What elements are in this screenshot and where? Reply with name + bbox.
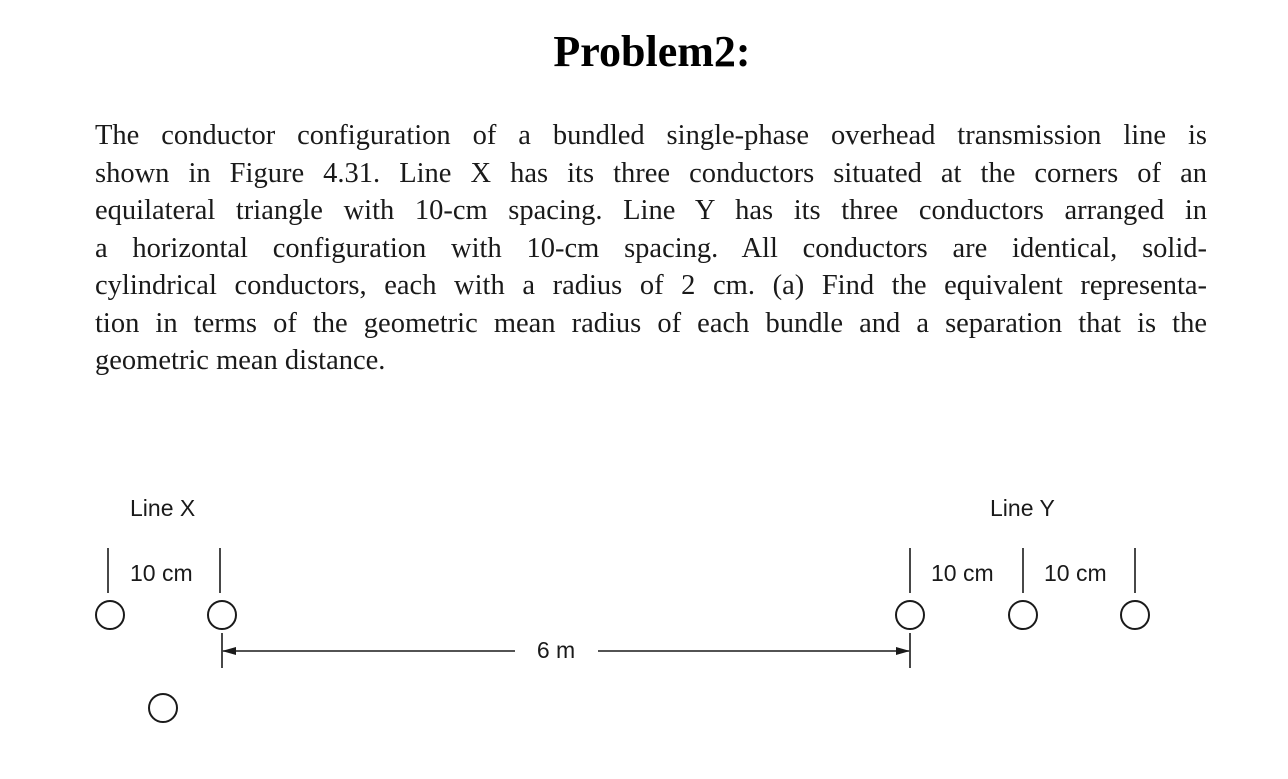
line-y-conductor-3: [1121, 601, 1149, 629]
separation-label: 6 m: [536, 637, 576, 663]
problem-line: tion in terms of the geometric mean radius of each bundle and a separation that is the: [95, 307, 1207, 339]
problem-line: equilateral triangle with 10-cm spacing. Line Y has its three conductors arranged in: [95, 195, 1207, 226]
page-title: Problem2:: [553, 27, 751, 76]
problem-line: shown in Figure 4.31. Line X has its three conductors situated at the corners of an: [95, 157, 1207, 189]
line-y-conductor-2: [1009, 601, 1037, 629]
line-x-conductor-1: [96, 601, 124, 629]
problem-line: geometric mean distance.: [95, 345, 386, 376]
line-y-label: Line Y: [990, 495, 1055, 521]
line-y-spacing-label-2: 10 cm: [1044, 560, 1107, 586]
line-y-spacing-label-1: 10 cm: [931, 560, 994, 586]
problem-line: The conductor configuration of a bundled single-phase overhead transmission line is: [95, 120, 1207, 151]
line-x-spacing-label: 10 cm: [130, 560, 193, 586]
line-x-conductor-2: [208, 601, 236, 629]
problem-line: a horizontal configuration with 10-cm spacing. All conductors are identical, solid-: [95, 232, 1207, 264]
line-x-label: Line X: [130, 495, 196, 521]
line-y-conductor-1: [896, 601, 924, 629]
line-x-conductor-3: [149, 694, 177, 722]
problem-line: cylindrical conductors, each with a radius of 2 cm. (a) Find the equivalent representa-: [95, 270, 1207, 301]
